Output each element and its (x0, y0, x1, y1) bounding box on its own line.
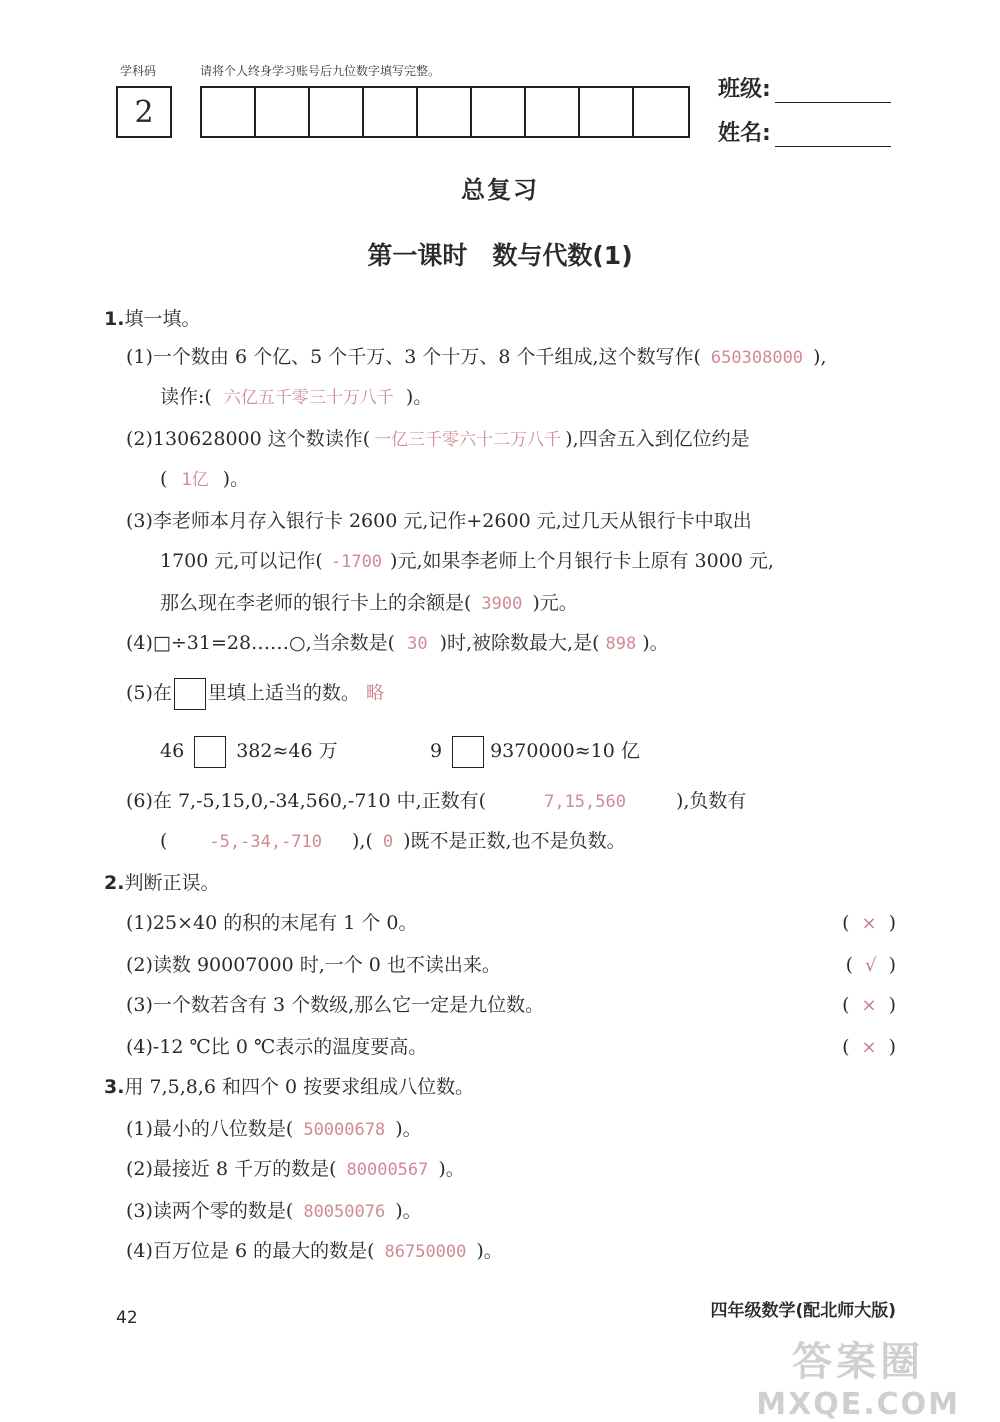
q1-3-line1: (3)李老师本月存入银行卡 2600 元,记作+2600 元,过几天从银行卡中取出 (126, 510, 752, 532)
answer: 86750000 (384, 1242, 467, 1262)
page-title: 总复习 (461, 176, 539, 204)
q1-2-text: (2)130628000 这个数读作( (126, 428, 371, 450)
expr-text: 9370000≈10 亿 (490, 740, 640, 762)
q3-item (126, 1238, 503, 1265)
subject-code-box: 2 (116, 86, 172, 138)
answer: 80050076 (303, 1202, 386, 1222)
q3-text: (4)百万位是 6 的最大的数是( (126, 1240, 375, 1262)
q2-answer-paren: ( × ) (842, 994, 896, 1016)
answer-box[interactable] (174, 678, 206, 710)
answer: 略 (365, 683, 384, 704)
q2-item: (2)读数 90007000 时,一个 0 也不读出来。 (126, 954, 501, 976)
q2-answer-paren: ( × ) (842, 1036, 896, 1058)
q1-2-text: ),四舍五入到亿位约是 (565, 428, 750, 450)
name-label: 姓名: (718, 121, 771, 146)
q2-item: (4)-12 ℃比 0 ℃表示的温度要高。 (126, 1036, 428, 1058)
name-field[interactable] (718, 116, 891, 147)
q2-heading-text: 判断正误。 (124, 872, 220, 894)
q1-3-text: 1700 元,可以记作( (160, 550, 323, 572)
class-blank[interactable] (775, 82, 891, 103)
q3-text: (2)最接近 8 千万的数是( (126, 1158, 337, 1180)
q3-text: )。 (395, 1200, 422, 1222)
q1-6-text: ),( (352, 830, 373, 852)
account-digit-boxes (200, 86, 690, 138)
expr-text: 382≈46 万 (236, 740, 338, 762)
class-label: 班级: (718, 77, 771, 102)
q1-5-expr2 (430, 736, 640, 768)
q2-answer-paren: ( √ ) (845, 954, 896, 976)
answer: 1亿 (181, 470, 209, 490)
page-number: 42 (116, 1308, 138, 1328)
digit-cell[interactable] (310, 88, 364, 136)
q1-1-text: ), (813, 346, 827, 368)
q1-6-text: )既不是正数,也不是负数。 (403, 830, 626, 852)
q2-heading (104, 870, 219, 896)
watermark-text: 答案圈 (792, 1339, 925, 1385)
answer: 80000567 (346, 1160, 429, 1180)
name-blank[interactable] (775, 126, 891, 147)
q3-item (126, 1156, 465, 1183)
q2-answer-paren: ( × ) (842, 912, 896, 934)
q2-number: 2. (104, 872, 125, 894)
watermark-logo (756, 1330, 960, 1422)
q1-6-text: (6)在 7,-5,15,0,-34,560,-710 中,正数有( (126, 790, 487, 812)
q1-2-text: ( (160, 468, 168, 490)
q1-5-line (126, 678, 384, 710)
digit-cell[interactable] (202, 88, 256, 136)
q3-heading (104, 1074, 474, 1100)
answer: -1700 (330, 552, 383, 572)
judgement-mark: × (861, 1037, 877, 1058)
judgement-mark: √ (865, 955, 877, 976)
expr-text: 46 (160, 740, 185, 762)
q1-5-text: 里填上适当的数。 (207, 682, 360, 704)
account-instruction: 请将个人终身学习账号后九位数字填写完整。 (200, 64, 441, 78)
q1-1-line1 (126, 344, 827, 371)
book-title: 四年级数学(配北师大版) (710, 1301, 896, 1321)
q3-text: (1)最小的八位数是( (126, 1118, 294, 1140)
q2-item: (3)一个数若含有 3 个数级,那么它一定是九位数。 (126, 994, 545, 1016)
q1-heading (104, 306, 200, 332)
q1-4-text: )。 (642, 632, 669, 654)
digit-cell[interactable] (526, 88, 580, 136)
q1-heading-text: 填一填。 (124, 308, 201, 330)
q3-item (126, 1116, 422, 1143)
answer: -5,-34,-710 (209, 832, 323, 852)
q1-4-text: )时,被除数最大,是( (439, 632, 600, 654)
q1-6-text: ( (160, 830, 168, 852)
answer: 7,15,560 (544, 792, 626, 812)
answer-box[interactable] (194, 736, 226, 768)
digit-cell[interactable] (256, 88, 310, 136)
judgement-mark: × (861, 913, 877, 934)
digit-cell[interactable] (472, 88, 526, 136)
q1-1-line2 (160, 384, 432, 411)
q1-2-line1 (126, 426, 750, 453)
answer: 898 (605, 634, 637, 654)
q3-text: (3)读两个零的数是( (126, 1200, 294, 1222)
q1-3-text: 那么现在李老师的银行卡上的余额是( (160, 592, 472, 614)
q1-1-text: (1)一个数由 6 个亿、5 个千万、3 个十万、8 个千组成,这个数写作( (126, 346, 701, 368)
q3-item (126, 1198, 422, 1225)
q1-4-line (126, 630, 669, 657)
answer-box[interactable] (452, 736, 484, 768)
q1-3-line2 (160, 548, 774, 575)
answer: 0 (382, 832, 394, 852)
q3-number: 3. (104, 1076, 125, 1098)
q1-5-expr1 (160, 736, 338, 768)
digit-cell[interactable] (364, 88, 418, 136)
expr-text: 9 (430, 740, 443, 762)
q3-heading-text: 用 7,5,8,6 和四个 0 按要求组成八位数。 (124, 1076, 475, 1098)
digit-cell[interactable] (580, 88, 634, 136)
q1-1-text: )。 (405, 386, 433, 408)
q3-text: )。 (476, 1240, 503, 1262)
q1-1-text: 读作:( (160, 386, 212, 408)
subject-code-label: 学科码 (120, 64, 157, 78)
q3-text: )。 (395, 1118, 422, 1140)
answer: 650308000 (710, 348, 804, 368)
class-field[interactable] (718, 72, 891, 103)
digit-cell[interactable] (634, 88, 688, 136)
q2-item: (1)25×40 的积的末尾有 1 个 0。 (126, 912, 418, 934)
answer: 30 (407, 634, 428, 654)
q1-6-line1 (126, 788, 746, 815)
q1-6-line2 (160, 828, 626, 855)
q1-3-text: )元。 (532, 592, 578, 614)
q1-2-line2 (160, 466, 249, 493)
q1-number: 1. (104, 308, 125, 330)
digit-cell[interactable] (418, 88, 472, 136)
q1-5-text: (5)在 (126, 682, 172, 704)
q1-3-line3 (160, 590, 578, 617)
answer: 50000678 (303, 1120, 386, 1140)
q3-text: )。 (438, 1158, 465, 1180)
q1-6-text: ),负数有 (675, 790, 747, 812)
answer: 六亿五千零三十万八千 (223, 388, 394, 408)
judgement-mark: × (861, 995, 877, 1016)
answer: 3900 (481, 594, 523, 614)
q1-2-text: )。 (222, 468, 250, 490)
lesson-title: 第一课时 数与代数(1) (367, 241, 633, 270)
q1-4-text: (4)□÷31=28……○,当余数是( (126, 632, 396, 654)
answer: 一亿三千零六十二万八千 (374, 430, 562, 450)
q1-3-text: )元,如果李老师上个月银行卡上原有 3000 元, (390, 550, 774, 572)
watermark-url: MXQE.COM (756, 1387, 960, 1422)
